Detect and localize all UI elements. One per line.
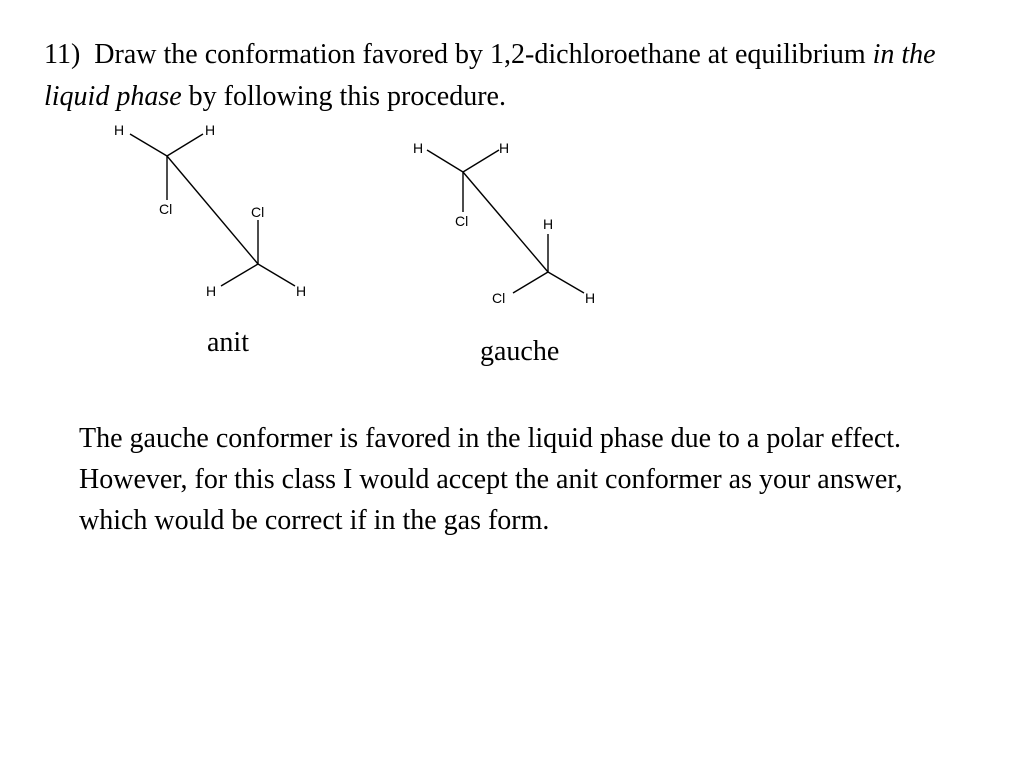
- gauche-bond-front-h-left: [427, 150, 463, 172]
- anti-atom-front-cl: Cl: [159, 201, 173, 217]
- anti-bond-c-c: [167, 156, 258, 264]
- answer-text: The gauche conformer is favored in the liquid phase due to a polar effect. However, for this class I would accept the anit conformer as your answer, which would be correct if in the gas form.: [79, 423, 903, 536]
- anti-bond-back-h-left: [221, 264, 258, 286]
- gauche-atom-back-h-top: H: [543, 216, 554, 232]
- anti-atom-back-cl: Cl: [251, 204, 265, 220]
- question-number: 11): [44, 39, 81, 70]
- anti-conformer: [114, 122, 306, 299]
- question-text-after: by following this procedure.: [181, 81, 506, 112]
- gauche-bond-c-c: [463, 172, 548, 272]
- gauche-atom-front-h-right: H: [499, 140, 510, 156]
- gauche-atom-back-h-right: H: [585, 290, 596, 306]
- anti-bond-front-h-left: [130, 134, 167, 156]
- anti-atom-back-h-left: H: [206, 283, 217, 299]
- anti-caption: anit: [207, 327, 249, 358]
- gauche-bond-back-cl: [513, 272, 548, 293]
- question-italic-phrase: in the liquid phase: [44, 39, 936, 112]
- anti-atom-front-h-right: H: [205, 122, 216, 138]
- gauche-atom-front-cl: Cl: [455, 213, 469, 229]
- gauche-bond-back-h-right: [548, 272, 584, 293]
- gauche-bond-front-h-right: [463, 150, 499, 172]
- gauche-conformer: [413, 140, 595, 306]
- question-text-before: Draw the conformation favored by 1,2-dichloroethane at equilibrium: [94, 39, 873, 70]
- gauche-atom-back-cl: Cl: [492, 290, 506, 306]
- anti-bond-front-h-right: [167, 134, 203, 156]
- anti-bond-back-h-right: [258, 264, 295, 286]
- gauche-caption: gauche: [480, 336, 560, 367]
- anti-atom-front-h-left: H: [114, 122, 125, 138]
- gauche-atom-front-h-left: H: [413, 140, 424, 156]
- anti-atom-back-h-right: H: [296, 283, 307, 299]
